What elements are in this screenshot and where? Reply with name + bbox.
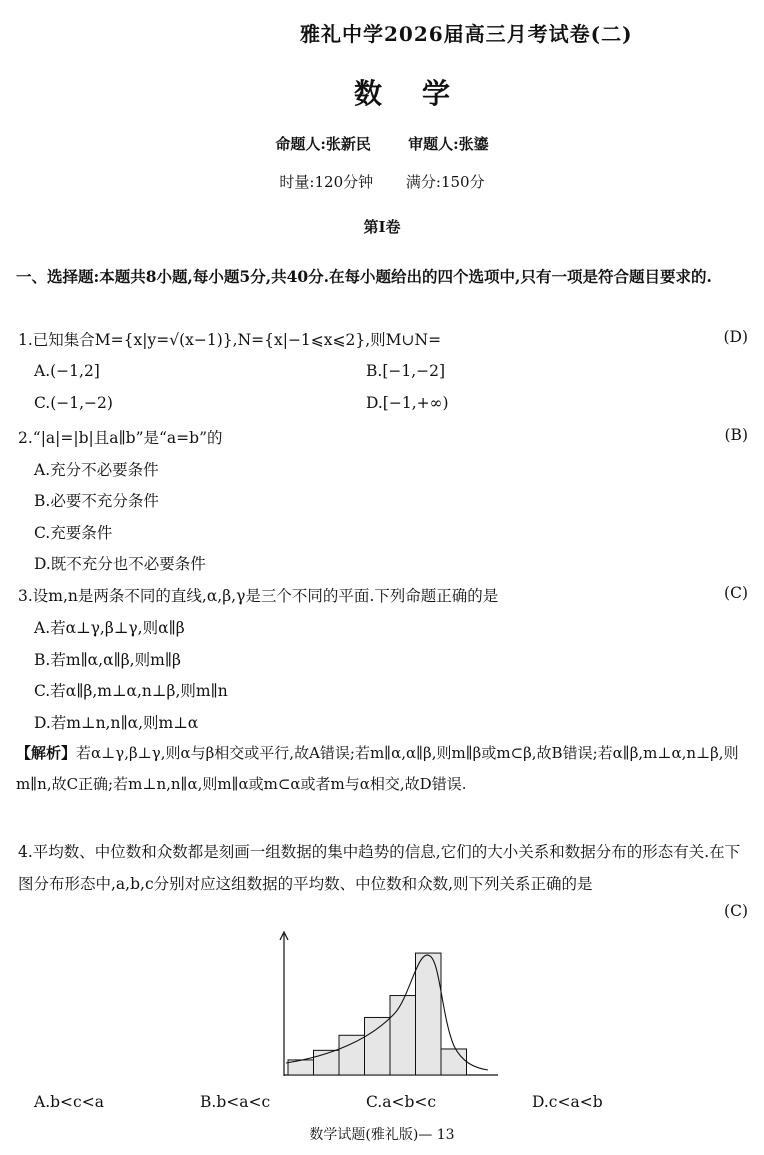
section-heading: 一、选择题:本题共8小题,每小题5分,共40分.在每小题给出的四个选项中,只有一项是符合题目要求的.	[16, 267, 712, 286]
question-3-option-d: D.若m⊥n,n∥α,则m⊥α	[34, 714, 199, 732]
question-4-stem: 4.平均数、中位数和众数都是刻画一组数据的集中趋势的信息,它们的大小关系和数据分布的形态有关.在下图分布形态中,a,b,c分别对应这组数据的平均数、中位数和众数,则下列关系正确的是	[18, 843, 741, 893]
authors-line	[0, 133, 764, 154]
histogram-bar	[390, 996, 416, 1075]
question-4-option-c: C.a<b<c	[366, 1093, 437, 1111]
question-4-answer: (C)	[724, 902, 748, 920]
question-3-stem: 3.设m,n是两条不同的直线,α,β,γ是三个不同的平面.下列命题正确的是	[18, 587, 499, 605]
question-1-option-b: B.[−1,−2]	[366, 362, 446, 380]
question-3-solution	[16, 738, 756, 800]
question-1-option-c: C.(−1,−2)	[34, 394, 113, 412]
question-1-option-d: D.[−1,+∞)	[366, 394, 449, 412]
solution-text: 若α⊥γ,β⊥γ,则α与β相交或平行,故A错误;若m∥α,α∥β,则m∥β或m⊂β,故B错误;若α∥β,m⊥α,n⊥β,则m∥n,故C正确;若m⊥n,n∥α,则m∥α或m⊂α或者m与α相交,故D错误.	[16, 744, 739, 793]
question-4-option-a: A.b<c<a	[34, 1093, 104, 1111]
question-2-stem: 2.“|a|=|b|且a∥b”是“a=b”的	[18, 429, 223, 447]
full-score: 满分:150分	[405, 173, 485, 191]
question-1-option-a: A.(−1,2]	[34, 362, 100, 380]
time-score-line	[0, 171, 764, 192]
distribution-histogram	[270, 928, 500, 1080]
solution-label: 【解析】	[16, 744, 77, 762]
question-2-option-b: B.必要不充分条件	[34, 492, 159, 510]
subject-title: 数学	[353, 77, 490, 110]
time-limit: 时量:120分钟	[279, 173, 374, 191]
question-4-option-b: B.b<a<c	[200, 1093, 271, 1111]
question-2-answer: (B)	[724, 426, 748, 444]
question-2-option-c: C.充要条件	[34, 524, 113, 542]
question-2-option-a: A.充分不必要条件	[34, 461, 159, 479]
histogram-bar	[441, 1049, 467, 1075]
author-setter: 命题人:张新民	[275, 135, 371, 153]
question-3-option-a: A.若α⊥γ,β⊥γ,则α∥β	[34, 619, 185, 637]
page-footer: 数学试题(雅礼版)— 13	[309, 1127, 455, 1143]
question-3-option-c: C.若α∥β,m⊥α,n⊥β,则m∥n	[34, 682, 228, 700]
author-reviewer: 审题人:张鎏	[408, 135, 489, 153]
histogram-bar	[339, 1035, 365, 1075]
question-2-option-d: D.既不充分也不必要条件	[34, 555, 206, 573]
volume-label: 第Ⅰ卷	[363, 218, 401, 236]
question-1-stem: 1.已知集合M={x|y=√(x−1)},N={x|−1⩽x⩽2},则M∪N=	[18, 331, 442, 349]
question-3-answer: (C)	[724, 584, 748, 602]
histogram-bar	[365, 1017, 391, 1075]
question-4-option-d: D.c<a<b	[532, 1093, 603, 1111]
question-3-option-b: B.若m∥α,α∥β,则m∥β	[34, 651, 181, 669]
exam-title: 雅礼中学2026届高三月考试卷(二)	[300, 22, 633, 46]
question-1-answer: (D)	[723, 328, 748, 346]
